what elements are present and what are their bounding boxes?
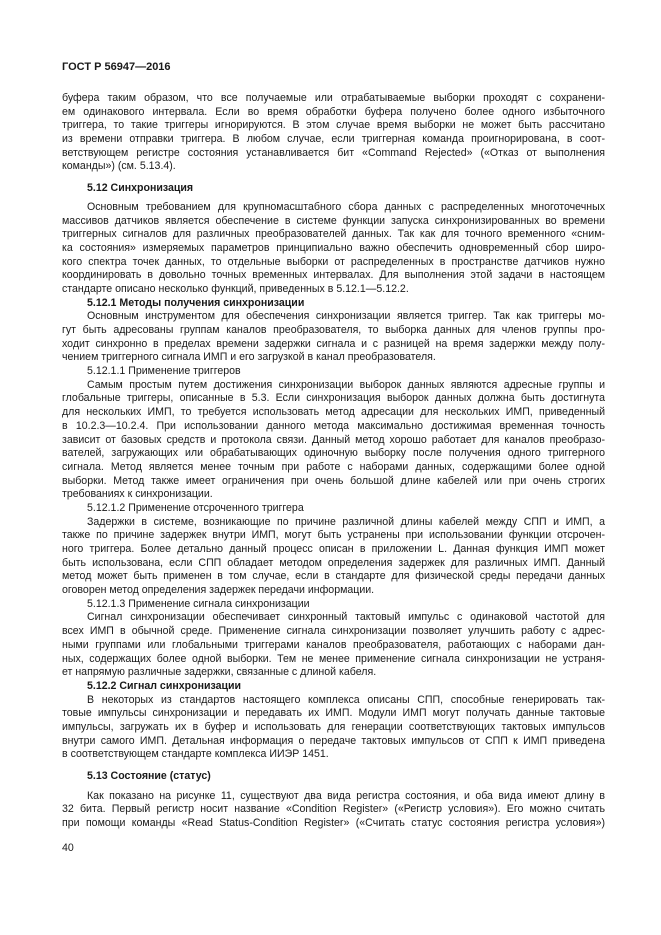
text-line: зависит от базовых средств и протокола связи. Данный метод хорошо работает для каналов преобразо-: [62, 433, 605, 446]
text-line: импульсы, загружать их в буфер и использовать для генерации соответствующих тактовых импульсов: [62, 720, 605, 733]
text-line: ного триггера. Более детально данный процесс описан в приложении L. Данная функция ИМП может: [62, 543, 605, 555]
text-line: Задержки в системе, возникающие по причине различной длины кабелей между СПП и ИМП, а: [87, 515, 605, 528]
paragraph: [62, 310, 605, 365]
paragraph: [62, 516, 605, 598]
text-line: команды») (см. 5.13.4).: [62, 160, 176, 173]
section-heading: [62, 502, 605, 516]
section-heading: [62, 598, 605, 612]
heading-text: 5.12.2 Сигнал синхронизации: [87, 679, 242, 692]
text-line: 32 бита. Первый регистр носит название «Condition Register» («Регистр условия»). Его можно считать: [62, 803, 605, 816]
text-line: гут быть адресованы группам каналов преобразователя, то выборка данных для членов группы про-: [62, 324, 605, 336]
section-heading: [62, 365, 605, 379]
text-line: ными группами или глобальными триггерами каналов преобразователя, работающих с наборами дан-: [62, 638, 605, 651]
section-heading: [62, 297, 605, 311]
text-line: выборки. Метод также имеет ограничения при очень большой длине кабелей или при очень строгих: [62, 474, 605, 487]
text-line: из времени отправки триггера. В любом случае, если триггерная команда проигнорирована, в соот-: [62, 133, 605, 146]
page-number: 40: [62, 842, 74, 854]
document-header: ГОСТ Р 56947—2016: [62, 61, 171, 73]
heading-text: 5.12 Синхронизация: [87, 182, 194, 195]
text-line: ет напрямую различные задержки, связанные с длиной кабеля.: [62, 666, 377, 679]
text-line: В некоторых из стандартов настоящего комплекса описаны СПП, способные генерировать так-: [87, 693, 605, 706]
text-line: ем одинакового интервала. Если во время обработки буфера получено более одного избыточного: [62, 105, 605, 118]
section-heading: [62, 182, 605, 196]
text-line: ходит синхронно в пределах времени задержки сигнала и с разницей на время задержки между полу-: [62, 337, 605, 350]
text-line: в соответствующем стандарте комплекса ИИЭР 1451.: [62, 748, 329, 761]
text-line: метод может быть применен в том случае, если в стандарте для физической среды передачи данных: [62, 570, 605, 583]
text-line: в 10.2.3—10.2.4. При использовании данного метода максимально достижимая временная точность: [62, 419, 605, 432]
text-line: ка состояния» измеряемых параметров принципиально важно обеспечить одновременный сбор широ-: [62, 241, 605, 254]
paragraph: [62, 790, 605, 831]
text-line: Основным инструментом для обеспечения синхронизации является триггер. Так как триггеры мо-: [87, 310, 605, 323]
text-line: массивов датчиков является обеспечение в системе функции запуска синхронизированных во времени: [62, 214, 605, 227]
text-line: буфера таким образом, что все получаемые или отрабатываемые выборки проходят с сохранени-: [62, 92, 605, 104]
text-line: при помощи команды «Read Status-Condition Register» («Считать статус состояния регистра условия»): [62, 817, 605, 830]
text-line: сигнала. Метод является менее точным при работе с наборами данных, содержащими более одной: [62, 460, 605, 473]
heading-text: 5.12.1.2 Применение отсроченного триггера: [87, 501, 304, 514]
text-line: оговорен метод определения задержек передачи информации.: [62, 584, 375, 597]
text-line: требованиях к синхронизации.: [62, 488, 213, 501]
text-line: глобальные триггеры, описанные в 5.3. Если синхронизация выборок данных должна быть достигнута: [62, 392, 605, 405]
text-line: вателей, загружающих или обрабатывающих одиночную выборку после получения одного триггерного: [62, 447, 605, 460]
text-line: стандарте описано несколько функций, приведенных в 5.12.1—5.12.2.: [62, 282, 409, 295]
heading-text: 5.12.1.3 Применение сигнала синхронизации: [87, 597, 310, 610]
heading-text: 5.12.1 Методы получения синхронизации: [87, 296, 305, 309]
text-line: чением триггерного сигнала ИМП и его загрузкой в канал преобразователя.: [62, 351, 436, 364]
section-heading: [62, 770, 605, 784]
text-line: триггера, то такие триггеры игнорируются. В этом случае время выборки не может быть рассчитано: [62, 119, 605, 132]
text-line: кого спектра точек данных, то отдельные выборки от распределенных в пространстве датчиков нужно: [62, 255, 605, 268]
paragraph: [62, 92, 605, 174]
text-line: внутри самого ИМП. Детальная информация о передаче тактовых импульсов от СПП к ИМП приведена: [62, 734, 605, 747]
text-line: Основным требованием для крупномасштабного сбора данных с распределенных многоточечных: [87, 200, 605, 213]
text-line: ных, содержащих более одной выборки. Тем не менее применение сигнала синхронизации не устраня-: [62, 652, 605, 665]
heading-text: 5.12.1.1 Применение триггеров: [87, 365, 241, 378]
text-line: координировать в довольно точных временных интервалах. Для выполнения этой задачи в настоящем: [62, 269, 605, 282]
text-line: товые импульсы синхронизации и передавать их ИМП. Модули ИМП могут получать данные тактовые: [62, 707, 605, 720]
heading-text: 5.13 Состояние (статус): [87, 770, 211, 782]
text-line: также по причине задержек внутри ИМП, могут быть устранены при использовании функции отсрочен-: [62, 529, 605, 542]
text-line: Как показано на рисунке 11, существуют два вида регистра состояния, и оба вида имеют длину в: [87, 789, 605, 802]
text-line: для нескольких ИМП, то требуется использовать метод адресации для нескольких ИМП, приведенный: [62, 406, 605, 419]
paragraph: [62, 379, 605, 502]
paragraph: [62, 694, 605, 762]
text-line: триггерных сигналов для различных преобразователей данных. Так как для точного временного «сним-: [62, 228, 605, 241]
text-line: всех ИМП в обычной среде. Применение сигнала синхронизации позволяет улучшить работу с адрес-: [62, 625, 605, 638]
paragraph: [62, 611, 605, 679]
text-line: ветствующем регистре состояния устанавливается бит «Command Rejected» («Отказ от выполнения: [62, 146, 605, 159]
text-line: Сигнал синхронизации обеспечивает синхронный тактовый импульс с одинаковой частотой для: [87, 611, 605, 624]
paragraph: [62, 201, 605, 297]
text-line: быть использована, если СПП обладает методом определения задержек для различных ИМП. Данный: [62, 556, 605, 569]
document-body: [62, 92, 605, 831]
section-heading: [62, 680, 605, 694]
text-line: Самым простым путем достижения синхронизации выборок данных являются адресные группы и: [87, 378, 605, 391]
